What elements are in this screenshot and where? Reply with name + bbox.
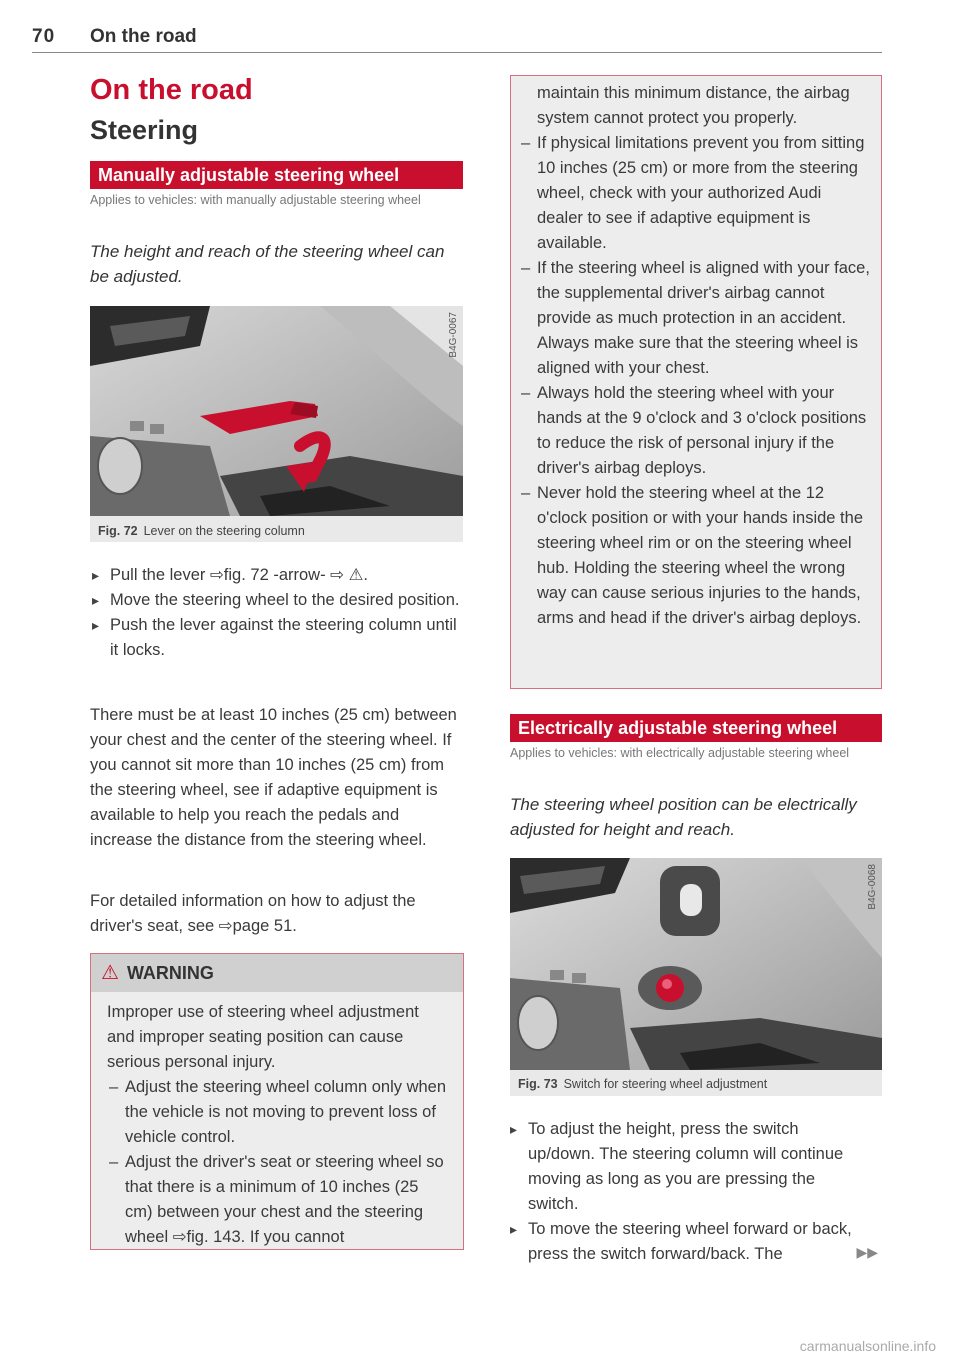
electric-intro: The steering wheel position can be electrically adjusted for height and reach.	[510, 795, 857, 839]
manual-paragraph-2: For detailed information on how to adjust the driver's seat, see ⇨page 51.	[90, 892, 416, 935]
warning-item: – Adjust the driver's seat or steering wheel so that there is a minimum of 10 inches (25 cm) between your chest and the steering wheel ⇨fig. 143. If you cannot	[107, 1150, 449, 1250]
step-1: ▸ To adjust the height, press the switch up/down. The steering column will continue moving as long as you are pressing the switch.	[510, 1117, 860, 1217]
step-2: ▸ To move the steering wheel forward or back, press the switch forward/back. The	[510, 1217, 860, 1267]
warning-title: WARNING	[126, 963, 214, 983]
page-number: 70	[32, 26, 56, 47]
warning-body-continued	[511, 76, 881, 631]
figure-label: Fig. 72	[98, 524, 138, 538]
running-title: On the road	[90, 26, 197, 47]
step-2: ▸ Move the steering wheel to the desired position.	[92, 588, 462, 613]
manual-heading: Manually adjustable steering wheel	[90, 161, 463, 189]
figure-code: B4G-0068	[867, 864, 878, 910]
section-title: Steering	[90, 115, 199, 145]
step-1: ▸ Pull the lever ⇨fig. 72 -arrow- ⇨ ⚠.	[92, 563, 462, 588]
electric-steps	[510, 1117, 860, 1267]
warning-item: – Always hold the steering wheel with your hands at the 9 o'clock and 3 o'clock positions to reduce the risk of personal injury if the driver's airbag deploys.	[519, 381, 871, 481]
watermark: carmanualsonline.info	[799, 1338, 936, 1354]
warning-box	[90, 953, 464, 1250]
warning-header	[91, 954, 463, 992]
warning-body	[91, 992, 463, 1250]
warning-icon: ⚠	[101, 962, 119, 984]
warning-item: – Adjust the steering wheel column only when the vehicle is not moving to prevent loss of vehicle control.	[107, 1075, 449, 1150]
figure-72	[90, 306, 463, 542]
step-3: ▸ Push the lever against the steering column until it locks.	[92, 613, 462, 663]
warning-item: – Never hold the steering wheel at the 12 o'clock position or with your hands inside the steering wheel rim or on the steering wheel hub. Holding the steering wheel the wrong way can cause serious injuries to the hands, arms and head if the driver's airbag deploys.	[519, 481, 871, 631]
figure-caption-text: Lever on the steering column	[143, 524, 305, 538]
warning-item: – If physical limitations prevent you from sitting 10 inches (25 cm) or more from the steering wheel, check with your authorized Audi dealer to see if adaptive equipment is available.	[519, 131, 871, 256]
chapter-title: On the road	[90, 74, 253, 106]
steering-lever-photo	[90, 306, 463, 516]
steering-switch-photo	[510, 858, 882, 1070]
continue-arrow-icon: ▶▶	[856, 1244, 878, 1260]
warning-box-continued	[510, 75, 882, 689]
manual-paragraph-1: There must be at least 10 inches (25 cm) between your chest and the center of the steering wheel. If you cannot sit more than 10 inches (25 cm) from the steering wheel, see if adaptive equipment is available to help you reach the pedals and increase the distance from the steering wheel.	[90, 706, 457, 849]
header-rule	[32, 52, 882, 53]
figure-code: B4G-0067	[448, 312, 459, 358]
figure-caption-text: Switch for steering wheel adjustment	[563, 1077, 768, 1091]
manual-intro: The height and reach of the steering wheel can be adjusted.	[90, 242, 445, 286]
warning-continuation: maintain this minimum distance, the airbag system cannot protect you properly.	[537, 84, 850, 127]
electric-applies: Applies to vehicles: with electrically adjustable steering wheel	[510, 746, 850, 760]
figure-caption	[518, 1077, 767, 1091]
manual-applies: Applies to vehicles: with manually adjustable steering wheel	[90, 193, 421, 207]
figure-73	[510, 858, 882, 1096]
figure-label: Fig. 73	[518, 1077, 558, 1091]
warning-item: – If the steering wheel is aligned with your face, the supplemental driver's airbag cannot provide as much protection in an accident. Always make sure that the steering wheel is aligned with your chest.	[519, 256, 871, 381]
manual-steps	[92, 563, 462, 663]
figure-caption	[98, 524, 305, 538]
warning-intro: Improper use of steering wheel adjustment and improper seating position can cause serious personal injury.	[107, 1003, 419, 1071]
electric-heading: Electrically adjustable steering wheel	[510, 714, 882, 742]
